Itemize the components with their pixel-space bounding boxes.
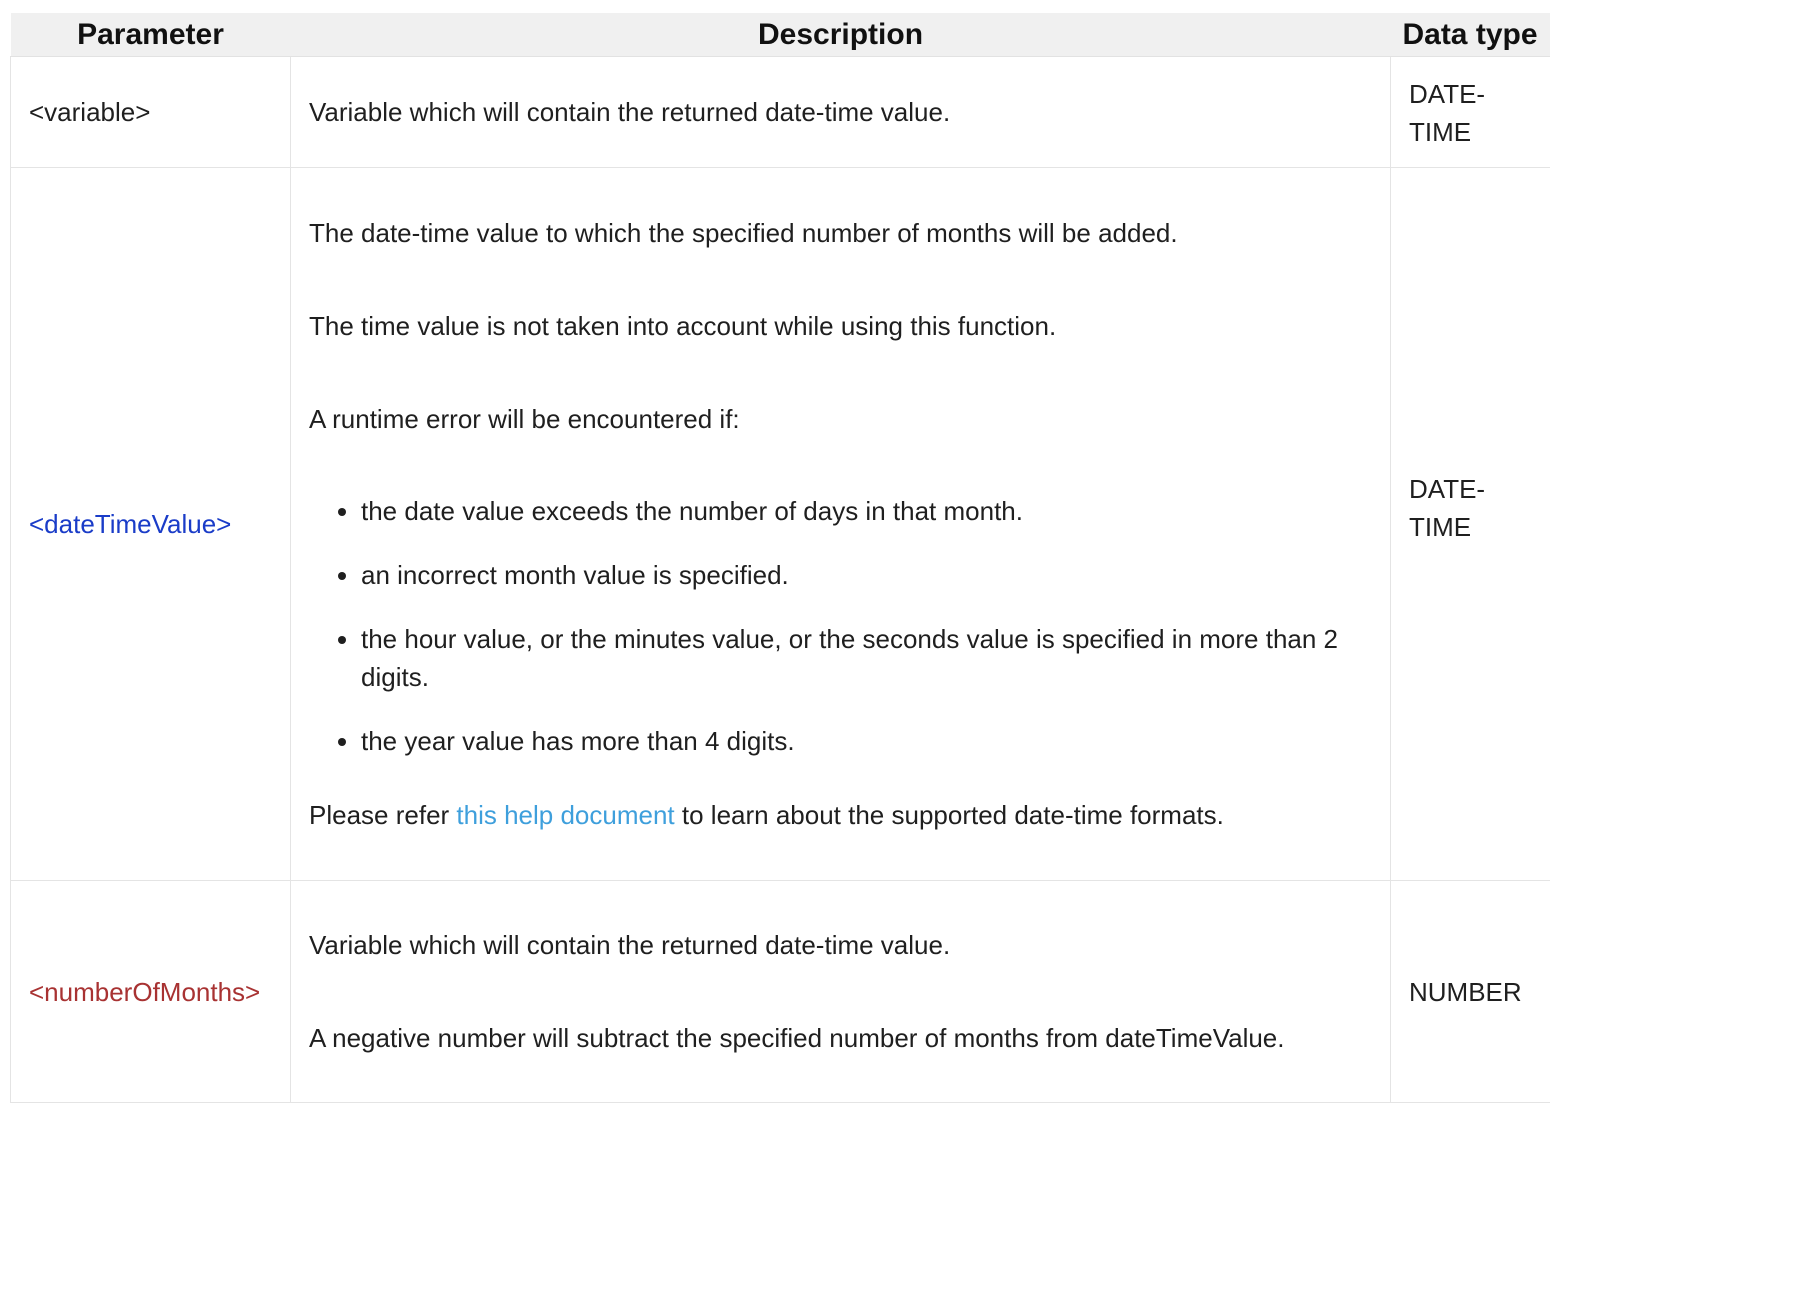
description-cell [291,57,1391,168]
data-type-cell [1391,57,1550,168]
list-item: • the hour value, or the minutes value, or the seconds value is specified in more than 2 digits. [361,620,1372,696]
list-item: • an incorrect month value is specified. [361,556,1372,594]
param-name-variable: <variable> [29,97,151,127]
data-type-text: DATE- [1409,79,1486,109]
header-parameter: Parameter [11,13,291,57]
description-text: A negative number will subtract the specified number of months from dateTimeValue. [309,1023,1285,1053]
table-row-variable [11,57,1550,168]
data-type-text: DATE- [1409,474,1486,504]
list-item: • the year value has more than 4 digits. [361,722,1372,760]
header-description: Description [291,13,1391,57]
description-cell [291,168,1391,881]
parameters-table [10,13,1550,1103]
data-type-text: TIME [1409,117,1472,147]
table-row-number-of-months [11,881,1550,1103]
data-type-text: NUMBER [1409,976,1522,1007]
description-text: Variable which will contain the returned date-time value. [309,97,951,127]
help-document-link[interactable]: this help document [456,800,675,830]
data-type-cell [1391,168,1550,881]
param-name-date-time-value: <dateTimeValue> [29,509,232,539]
refer-before: Please refer [309,800,457,830]
error-conditions-list [309,492,1372,760]
param-cell [11,57,291,168]
data-type-cell [1391,881,1550,1103]
header-data-type: Data type [1391,13,1550,57]
description-text: A runtime error will be encountered if: [309,404,740,434]
description-text: Variable which will contain the returned date-time value. [309,930,951,960]
param-cell [11,881,291,1103]
param-cell [11,168,291,881]
param-name-number-of-months: <numberOfMonths> [29,976,261,1007]
data-type-text: TIME [1409,512,1472,542]
description-text: The time value is not taken into account while using this function. [309,311,1057,341]
refer-after: to learn about the supported date-time formats. [674,800,1224,830]
description-cell [291,881,1391,1103]
description-text: The date-time value to which the specified number of months will be added. [309,218,1178,248]
refer-text [309,796,1372,834]
list-item: • the date value exceeds the number of days in that month. [361,492,1372,530]
table-row-date-time-value [11,168,1550,881]
table-header-row [11,13,1550,57]
